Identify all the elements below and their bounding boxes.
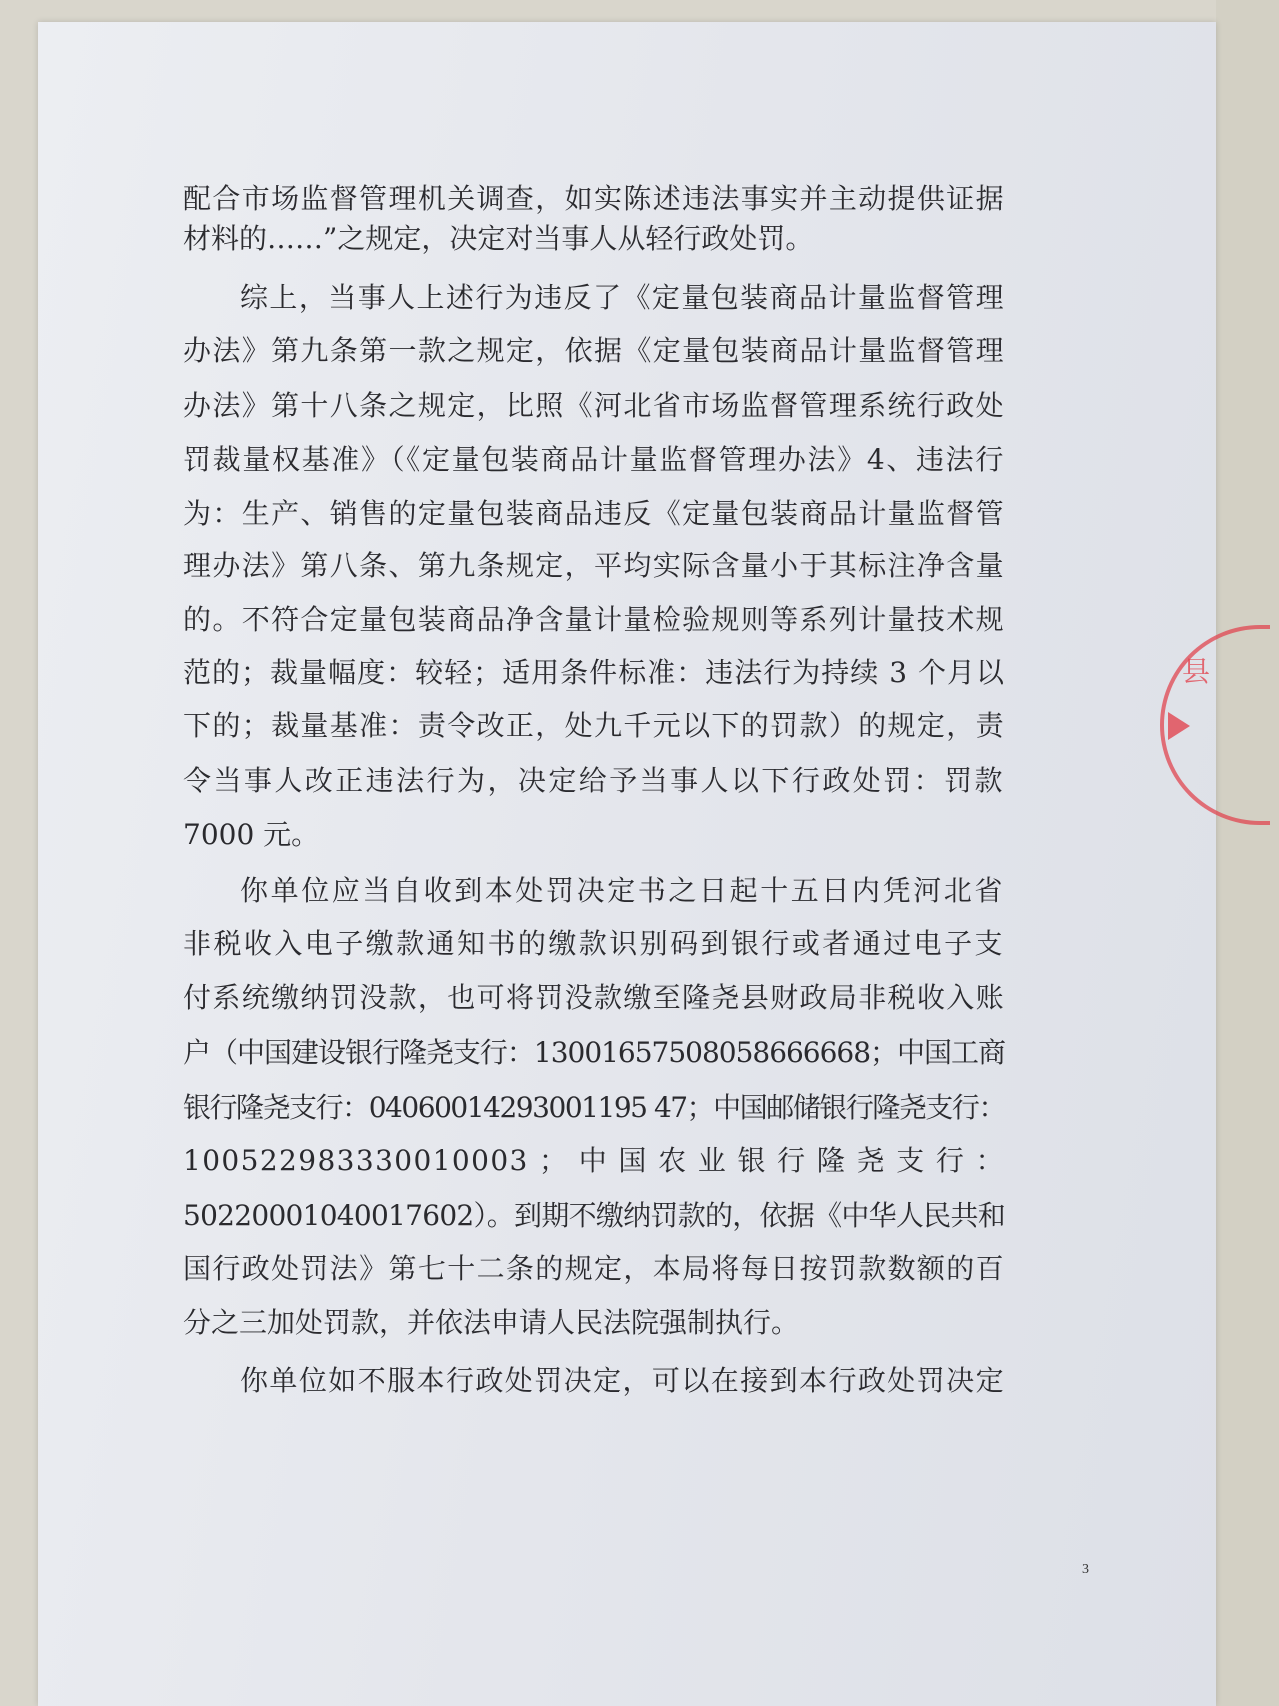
paragraph-line: 材料的……”之规定，决定对当事人从轻行政处罚。 bbox=[183, 222, 814, 255]
seal-lettering: 县 bbox=[1182, 655, 1211, 688]
paragraph-line: 配合市场监督管理机关调查，如实陈述违法事实并主动提供证据 bbox=[183, 182, 1005, 215]
seal-star-icon bbox=[1168, 712, 1190, 740]
paragraph-line: 国行政处罚法》第七十二条的规定，本局将每日按罚款数额的百 bbox=[183, 1252, 1005, 1285]
document-page bbox=[38, 22, 1216, 1706]
paragraph-line: 办法》第十八条之规定，比照《河北省市场监督管理系统行政处 bbox=[183, 389, 1005, 422]
page-number: 3 bbox=[1082, 1562, 1089, 1577]
paragraph-line: 银行隆尧支行：04060014293001195 47；中国邮储银行隆尧支行： bbox=[183, 1091, 1005, 1124]
paragraph-line: 为：生产、销售的定量包装商品违反《定量包装商品计量监督管 bbox=[183, 497, 1005, 530]
paragraph-line: 分之三加处罚款，并依法申请人民法院强制执行。 bbox=[183, 1306, 800, 1339]
paragraph-line: 的。不符合定量包装商品净含量计量检验规则等系列计量技术规 bbox=[183, 603, 1005, 636]
paragraph-line: 付系统缴纳罚没款，也可将罚没款缴至隆尧县财政局非税收入账 bbox=[183, 981, 1005, 1014]
paragraph-line: 50220001040017602）。到期不缴纳罚款的，依据《中华人民共和 bbox=[183, 1199, 1005, 1232]
paragraph-line: 范的；裁量幅度：较轻；适用条件标准：违法行为持续 3 个月以 bbox=[183, 656, 1005, 689]
paragraph-line: 罚裁量权基准》（《定量包装商品计量监督管理办法》4、违法行 bbox=[183, 443, 1005, 476]
paragraph-line: 理办法》第八条、第九条规定，平均实际含量小于其标注净含量 bbox=[183, 549, 1005, 582]
paragraph-line: 办法》第九条第一款之规定，依据《定量包装商品计量监督管理 bbox=[183, 334, 1005, 367]
paragraph-line: 7000 元。 bbox=[183, 818, 320, 851]
paragraph-line: 综上，当事人上述行为违反了《定量包装商品计量监督管理 bbox=[240, 281, 1005, 314]
paragraph-line: 你单位应当自收到本处罚决定书之日起十五日内凭河北省 bbox=[240, 874, 1005, 907]
paragraph-line: 户（中国建设银行隆尧支行：13001657508058666668；中国工商 bbox=[183, 1036, 1005, 1069]
paragraph-line: 你单位如不服本行政处罚决定，可以在接到本行政处罚决定 bbox=[240, 1364, 1005, 1397]
paragraph-line: 100522983330010003 ； 中 国 农 业 银 行 隆 尧 支 行 ： bbox=[183, 1144, 1005, 1177]
background-surface bbox=[1216, 0, 1279, 1706]
paragraph-line: 非税收入电子缴款通知书的缴款识别码到银行或者通过电子支 bbox=[183, 927, 1005, 960]
paragraph-line: 下的；裁量基准：责令改正，处九千元以下的罚款）的规定，责 bbox=[183, 709, 1005, 742]
paragraph-line: 令当事人改正违法行为，决定给予当事人以下行政处罚：罚款 bbox=[183, 764, 1005, 797]
